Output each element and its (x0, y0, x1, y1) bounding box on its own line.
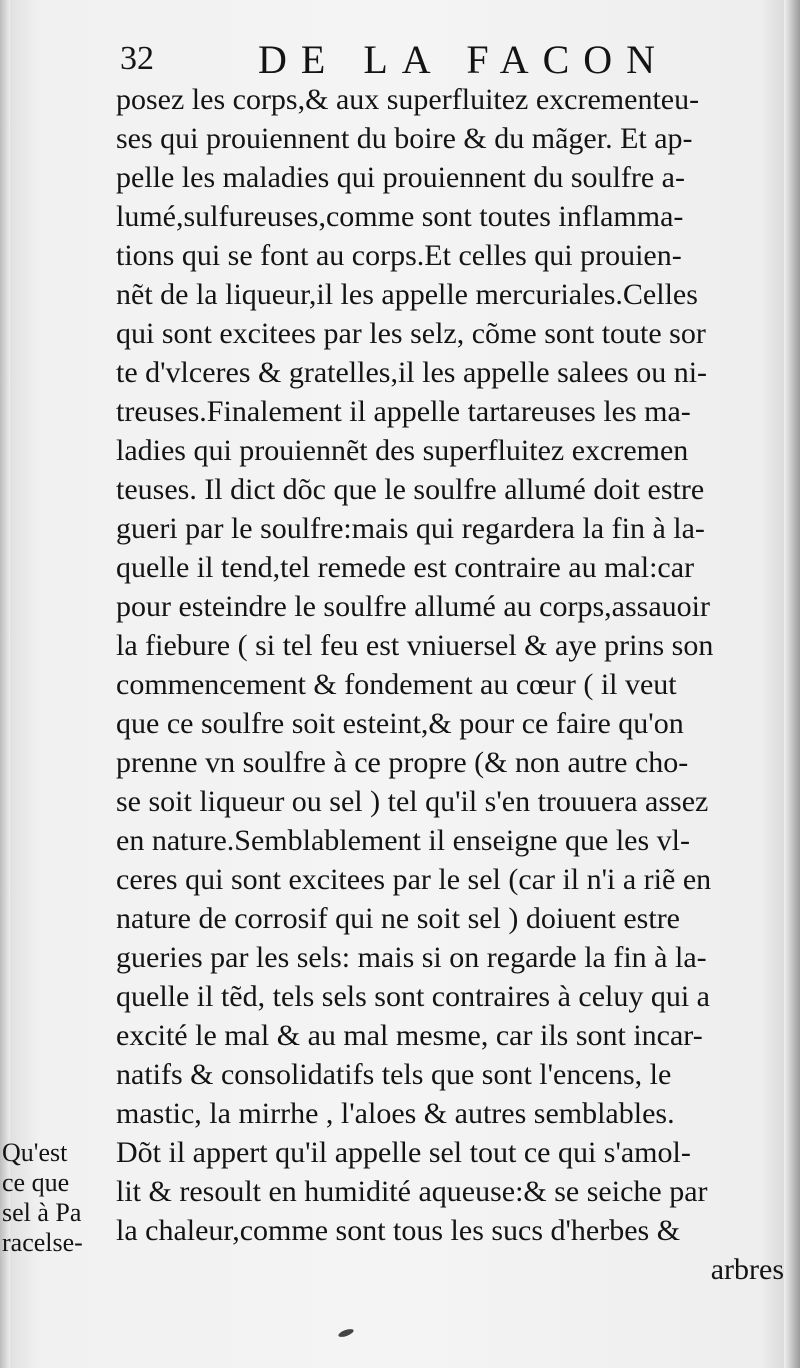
text-line: qui sont excitees par les selz, cõme sont toute sor (116, 317, 706, 350)
body-text (116, 80, 788, 1289)
margin-note (2, 1138, 110, 1258)
ink-speck (337, 1327, 354, 1338)
text-line: nẽt de la liqueur,il les appelle mercuriales.Celles (116, 278, 698, 311)
text-line: pelle les maladies qui prouiennent du soulfre a- (116, 161, 685, 194)
text-line: se soit liqueur ou sel ) tel qu'il s'en trouuera assez (116, 785, 709, 818)
text-line: quelle il tẽd, tels sels sont contraires à celuy qui a (116, 980, 710, 1013)
text-line: teuses. Il dict dõc que le soulfre allumé doit estre (116, 473, 705, 506)
text-line: lumé,sulfureuses,comme sont toutes inflamma- (116, 200, 684, 233)
text-line: te d'vlceres & gratelles,il les appelle salees ou ni- (116, 356, 708, 389)
margin-note-line: Qu'est (2, 1138, 68, 1167)
running-title: DE LA FACON (258, 37, 670, 82)
text-line: nature de corrosif qui ne soit sel ) doiuent estre (116, 902, 680, 935)
text-line: la fiebure ( si tel feu est vniuersel & aye prins son (116, 629, 714, 662)
text-line: que ce soulfre soit esteint,& pour ce faire qu'on (116, 707, 684, 740)
text-line: natifs & consolidatifs tels que sont l'encens, le (116, 1058, 672, 1091)
text-line: posez les corps,& aux superfluitez excrementeu- (116, 83, 700, 116)
text-line: lit & resoult en humidité aqueuse:& se seiche par (116, 1175, 708, 1208)
text-line: ladies qui prouiennẽt des superfluitez excremen (116, 434, 689, 467)
text-line: ceres qui sont excitees par le sel (car il n'i a riẽ en (116, 863, 712, 896)
text-line: la chaleur,comme sont tous les sucs d'herbes & (116, 1214, 681, 1247)
margin-note-line: sel à Pa (2, 1198, 82, 1227)
running-head (110, 32, 780, 80)
text-line: gueries par les sels: mais si on regarde la fin à la- (116, 941, 707, 974)
text-line: pour esteindre le soulfre allumé au corps,assauoir (116, 590, 710, 623)
text-line: tions qui se font au corps.Et celles qui prouien- (116, 239, 682, 272)
text-line: mastic, la mirrhe , l'aloes & autres semblables. (116, 1097, 675, 1130)
text-line: commencement & fondement au cœur ( il veut (116, 668, 677, 701)
margin-note-line: racelse- (2, 1228, 83, 1257)
text-line: prenne vn soulfre à ce propre (& non autre cho- (116, 746, 689, 779)
text-line: Dõt il appert qu'il appelle sel tout ce qui s'amol- (116, 1136, 691, 1169)
page-number: 32 (120, 40, 154, 77)
show-through-bleed (112, 1256, 492, 1316)
text-line: gueri par le soulfre:mais qui regardera la fin à la- (116, 512, 705, 545)
text-line: excité le mal & au mal mesme, car ils sont incar- (116, 1019, 703, 1052)
text-line: en nature.Semblablement il enseigne que les vl- (116, 824, 690, 857)
margin-note-line: ce que (2, 1168, 70, 1197)
catchword: arbres (710, 1253, 784, 1286)
text-line: treuses.Finalement il appelle tartareuses les ma- (116, 395, 691, 428)
text-line: ses qui prouiennent du boire & du mãger. Et ap- (116, 122, 693, 155)
text-line: quelle il tend,tel remede est contraire au mal:car (116, 551, 695, 584)
